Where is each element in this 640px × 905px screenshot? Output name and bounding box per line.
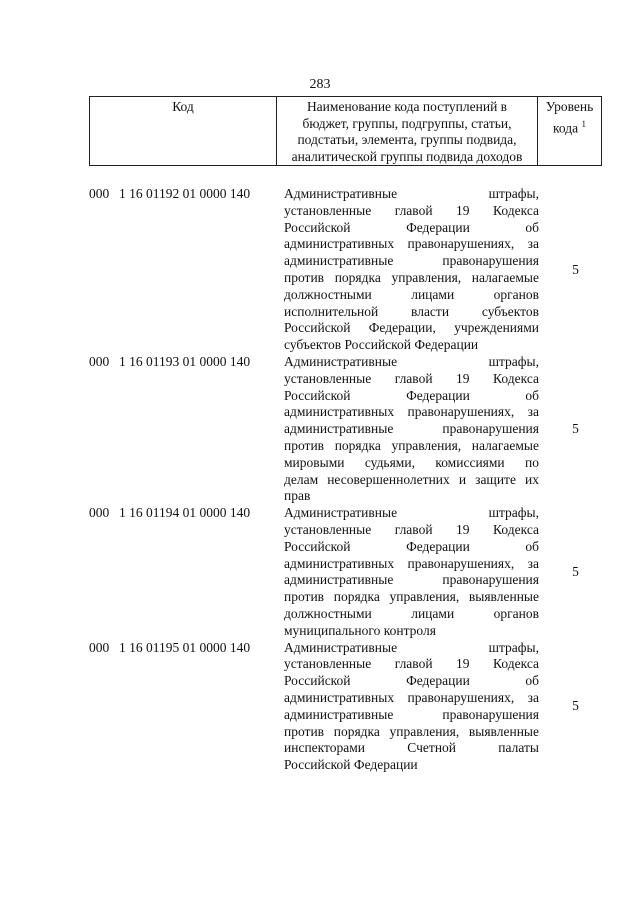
revenue-name-line: Российской Федерации, учреждениями <box>284 320 539 336</box>
revenue-code: 1 16 01193 01 0000 140 <box>119 353 251 369</box>
admin-code: 000 <box>89 639 110 655</box>
revenue-name-line: Административные штрафы, <box>284 505 539 521</box>
admin-code: 000 <box>89 505 110 521</box>
header-level <box>537 97 601 165</box>
revenue-name-line: административные правонарушения <box>284 572 539 588</box>
revenue-name-line: Административные штрафы, <box>284 186 539 201</box>
revenue-name-line: административные правонарушения <box>284 421 539 437</box>
header-level-line1: Уровень <box>545 99 594 114</box>
revenue-name-line: против порядка управления, налагаемые <box>284 437 539 453</box>
revenue-name-line: должностными лицами органов <box>284 605 539 621</box>
revenue-name-line: муниципального контроля <box>284 622 436 638</box>
revenue-name-line: Российской Федерации об <box>284 219 539 235</box>
header-name-line: бюджет, группы, подгруппы, статьи, <box>302 115 512 131</box>
revenue-name-line: прав <box>284 488 311 504</box>
revenue-name-line: против порядка управления, выявленные <box>284 589 539 605</box>
admin-code: 000 <box>89 186 110 201</box>
revenue-name-line: установленные главой 19 Кодекса <box>284 370 539 386</box>
revenue-name <box>284 186 539 354</box>
revenue-code: 1 16 01195 01 0000 140 <box>119 639 251 655</box>
code-level: 5 <box>572 698 579 714</box>
table-header <box>89 96 602 166</box>
revenue-name-line: установленные главой 19 Кодекса <box>284 656 539 672</box>
header-name-line: подстатьи, элемента, группы подвида, <box>297 132 517 147</box>
header-name <box>276 97 537 165</box>
page-number: 283 <box>309 77 331 92</box>
revenue-name <box>284 505 539 639</box>
table-row <box>89 354 602 505</box>
table-body <box>89 186 602 774</box>
revenue-name <box>284 640 539 774</box>
admin-code: 000 <box>89 353 110 369</box>
revenue-name-line: инспекторами Счетной палаты <box>284 740 539 756</box>
revenue-name-line: административные правонарушения <box>284 706 539 722</box>
revenue-name-line: Российской Федерации <box>284 757 418 773</box>
code-level: 5 <box>572 563 579 579</box>
revenue-name-line: Российской Федерации об <box>284 673 539 689</box>
revenue-name-line: административных правонарушениях, за <box>284 404 539 420</box>
revenue-name-line: административные правонарушения <box>284 253 539 269</box>
revenue-name-line: исполнительной власти субъектов <box>284 303 539 319</box>
revenue-name-line: административных правонарушениях, за <box>284 689 539 705</box>
header-level-word: кода <box>553 120 579 135</box>
header-code: Код <box>172 99 194 114</box>
revenue-name-line: Российской Федерации об <box>284 538 539 554</box>
header-level-line2 <box>538 116 601 137</box>
revenue-name-line: против порядка управления, выявленные <box>284 723 539 739</box>
revenue-name-line: субъектов Российской Федерации <box>284 337 479 353</box>
footnote-marker: 1 <box>581 118 586 129</box>
revenue-name-line: установленные главой 19 Кодекса <box>284 202 539 218</box>
revenue-name-line: Административные штрафы, <box>284 639 539 655</box>
revenue-name <box>284 354 539 505</box>
table-row <box>89 640 602 774</box>
revenue-name-line: административных правонарушениях, за <box>284 555 539 571</box>
revenue-name-line: должностными лицами органов <box>284 286 539 302</box>
code-level: 5 <box>572 261 579 277</box>
revenue-name-line: административных правонарушениях, за <box>284 236 539 252</box>
header-name-line: Наименование кода поступлений в <box>306 99 508 114</box>
revenue-name-line: делам несовершеннолетних и защите их <box>284 471 539 487</box>
header-name-line: аналитической группы подвида доходов <box>291 148 523 164</box>
table-row <box>89 186 602 354</box>
revenue-code: 1 16 01194 01 0000 140 <box>119 505 251 521</box>
revenue-code: 1 16 01192 01 0000 140 <box>119 186 251 201</box>
code-level: 5 <box>572 421 579 437</box>
revenue-name-line: установленные главой 19 Кодекса <box>284 521 539 537</box>
revenue-name-line: Административные штрафы, <box>284 353 539 369</box>
revenue-name-line: против порядка управления, налагаемые <box>284 269 539 285</box>
table-row <box>89 505 602 639</box>
revenue-name-line: Российской Федерации об <box>284 387 539 403</box>
revenue-name-line: мировыми судьями, комиссиями по <box>284 454 539 470</box>
